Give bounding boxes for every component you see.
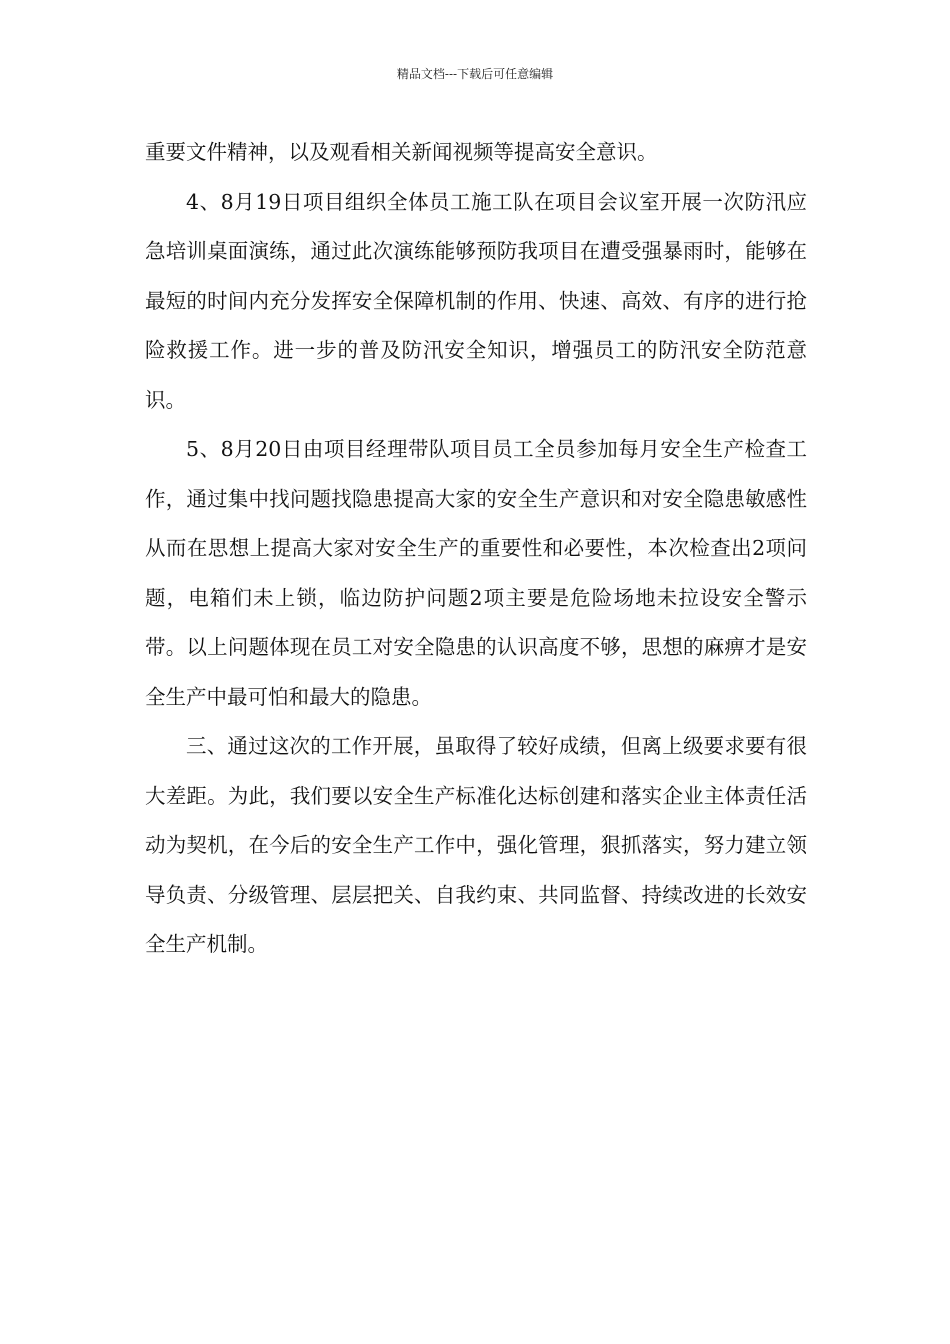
paragraph-continued: 重要文件精神，以及观看相关新闻视频等提高安全意识。 xyxy=(145,140,658,164)
page-header: 精品文档---下载后可任意编辑 xyxy=(396,67,554,81)
paragraph-item-5: 5、8月20日由项目经理带队项目员工全员参加每月安全生产检查工作，通过集中找问题找隐患提高大家的安全生产意识和对安全隐患敏感性从而在思想上提高大家对安全生产的重要性和必要性，本次检查出2项问题，电箱们未上锁，临边防护问题2项主要是危险场地未拉设安全警示带。以上问题体现在员工对安全隐患的认识高度不够，思想的麻痹才是安全生产中最可怕和最大的隐患。 xyxy=(145,437,807,709)
document-body xyxy=(145,128,807,970)
paragraph-item-4: 4、8月19日项目组织全体员工施工队在项目会议室开展一次防汛应急培训桌面演练，通过此次演练能够预防我项目在遭受强暴雨时，能够在最短的时间内充分发挥安全保障机制的作用、快速、高效、有序的进行抢险救援工作。进一步的普及防汛安全知识，增强员工的防汛安全防范意识。 xyxy=(145,189,807,412)
paragraph-section-3: 三、通过这次的工作开展，虽取得了较好成绩，但离上级要求要有很大差距。为此，我们要以安全生产标准化达标创建和落实企业主体责任活动为契机，在今后的安全生产工作中，强化管理，狠抓落实，努力建立领导负责、分级管理、层层把关、自我约束、共同监督、持续改进的长效安全生产机制。 xyxy=(145,734,807,956)
